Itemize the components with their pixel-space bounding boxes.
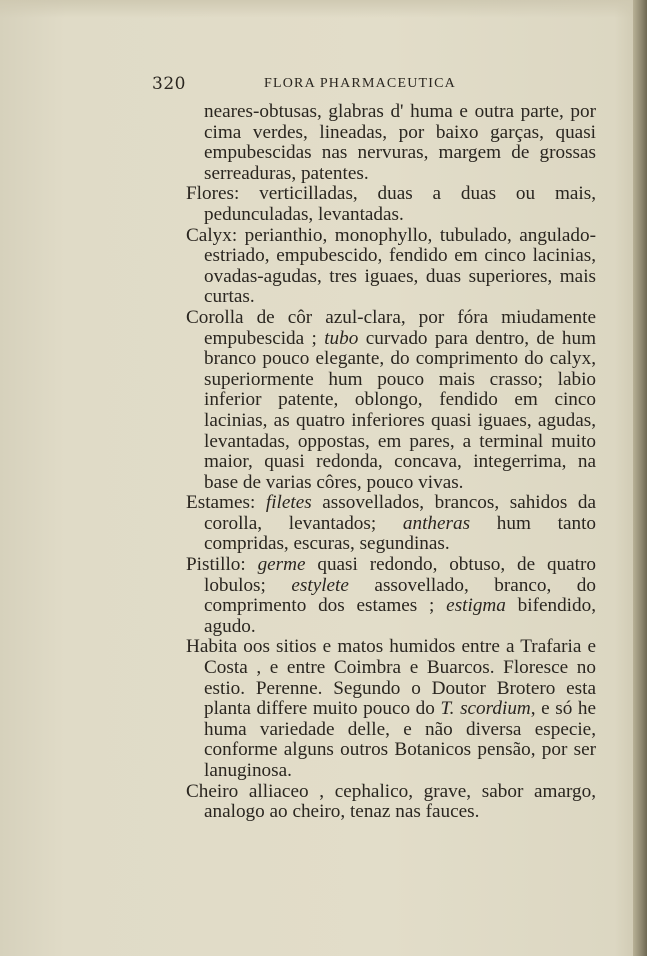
estames-entry (186, 493, 596, 555)
corolla-term-tubo: tubo (324, 327, 359, 349)
estames-text-2: assovellados, brancos, sahidos da corolla, levantados; (204, 492, 596, 534)
page-number: 320 (152, 74, 186, 94)
pistillo-entry (186, 555, 596, 637)
estames-text-1: Estames: (186, 492, 266, 514)
corolla-text-2: curvado para dentro, de hum branco pouco elegante, do comprimento do calyx, superiormente hum pouco mais crasso; labio inferior patente, oblongo, fendido em cinco lacinias, as quatro inferiores quasi iguaes, agudas, levantadas, oppostas, em pares, a terminal muito maior, quasi redonda, concava, integerrima, na base de varias côres, pouco vivas. (204, 327, 596, 493)
corolla-text-1: Corolla de côr azul-clara, por fóra miudamente empubescida ; (186, 306, 596, 349)
habita-entry (186, 637, 596, 781)
estames-term-antheras: antheras (402, 512, 471, 534)
habita-text-2: , e só he huma variedade delle, e não diversa especie, conforme alguns outros Botanicos pensão, por ser lanuginosa. (204, 698, 597, 781)
calyx-entry: Calyx: perianthio, monophyllo, tubulado, angulado-estriado, empubescido, fendido em cinco lacinias, ovadas-agudas, tres iguaes, duas superiores, mais curtas. (186, 224, 596, 308)
habita-text-1: Habita oos sitios e matos humidos entre a Trafaria e Costa , e entre Coimbra e Buarcos. Floresce no estio. Perenne. Segundo o Doutor Brotero esta planta differe muito pouco do (186, 636, 596, 720)
page-header (152, 74, 592, 98)
page-top-shade (0, 0, 647, 18)
pistillo-text-2: quasi redondo, obtuso, de quatro lobulos; (204, 554, 596, 596)
pistillo-term-estylete: estylete (291, 574, 349, 596)
pistillo-term-germe: germe (257, 554, 306, 576)
cheiro-entry: Cheiro alliaceo , cephalico, grave, sabor amargo, analogo ao cheiro, tenaz nas fauces. (186, 780, 596, 823)
flores-entry: Flores: verticilladas, duas a duas ou mais, pedunculadas, levantadas. (186, 183, 596, 225)
pistillo-text-1: Pistillo: (186, 554, 258, 576)
estames-term-filetes: filetes (265, 492, 312, 514)
pistillo-text-3: assovellado, branco, do comprimento dos estames ; (204, 574, 596, 617)
estames-text-3: hum tanto compridas, escuras, segundinas. (204, 512, 596, 555)
pistillo-term-estigma: estigma (446, 595, 506, 617)
book-gutter (633, 0, 647, 956)
continuation-paragraph: neares-obtusas, glabras d' huma e outra parte, por cima verdes, lineadas, por baixo garças, quasi empubescidas nas nervuras, margem de grossas serreaduras, patentes. (204, 101, 596, 184)
running-title: FLORA PHARMACEUTICA (264, 76, 456, 91)
pistillo-text-4: bifendido, agudo. (204, 595, 596, 637)
corolla-entry (186, 308, 596, 493)
habita-term-scordium: T. scordium (440, 698, 531, 720)
page-body (186, 102, 596, 823)
